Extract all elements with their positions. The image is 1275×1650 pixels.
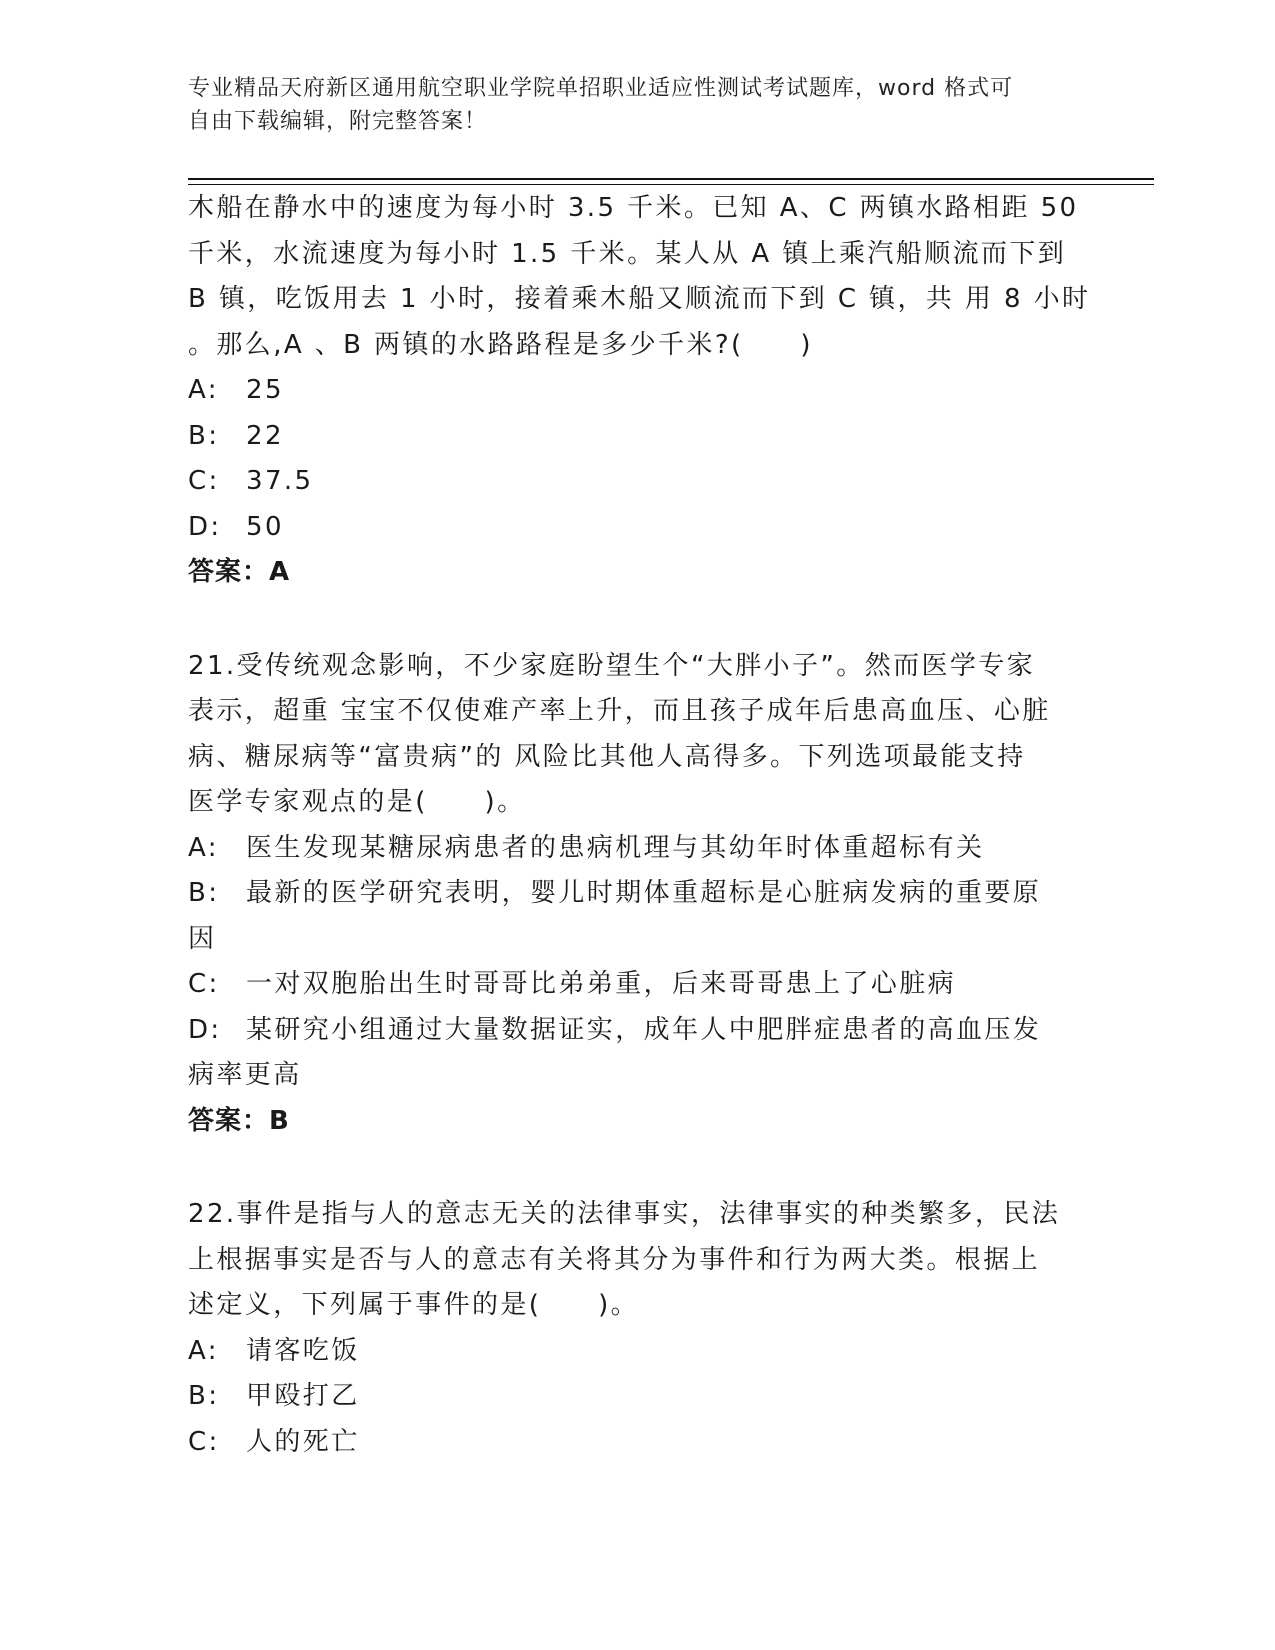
option-b <box>188 414 1088 460</box>
question-stem-line: 表示，超重 宝宝不仅使难产率上升，而且孩子成年后患高血压、心脏 <box>188 696 1051 726</box>
option-text: 医生发现某糖尿病患者的患病机理与其幼年时体重超标有关 <box>246 832 985 863</box>
option-key: A: <box>188 832 219 863</box>
option-a <box>188 368 1088 414</box>
question-20 <box>188 186 1091 596</box>
option-text: 甲殴打乙 <box>246 1381 360 1411</box>
option-text: 50 <box>246 511 284 542</box>
question-spacer <box>188 1144 1088 1192</box>
question-21 <box>188 644 1088 1145</box>
option-c <box>188 962 1088 1008</box>
answer-line: 答案：B <box>188 1105 290 1136</box>
option-c <box>188 1420 1088 1466</box>
answer-line: 答案：A <box>188 557 291 587</box>
header-line-2: 自由下载编辑，附完整答案！ <box>188 109 488 134</box>
option-b-continuation: 因 <box>188 923 217 954</box>
option-text: 请客吃饭 <box>246 1335 360 1366</box>
option-b <box>188 871 1088 917</box>
question-stem-line: 。那么,A 、B 两镇的水路路程是多少千米?( ) <box>188 329 813 360</box>
question-22 <box>188 1192 1088 1465</box>
question-content <box>188 186 1091 1465</box>
header-divider-thick <box>188 178 1154 180</box>
option-a <box>188 826 1088 872</box>
option-b <box>188 1374 1088 1420</box>
option-key: B: <box>188 1381 220 1411</box>
option-key: A: <box>188 1335 219 1366</box>
option-d <box>188 1008 1088 1054</box>
page-header <box>188 72 1078 138</box>
header-line-1: 专业精品天府新区通用航空职业学院单招职业适应性测试考试题库，word 格式可 <box>188 76 1014 101</box>
question-stem-line: 医学专家观点的是( )。 <box>188 787 526 817</box>
option-key: C: <box>188 969 220 999</box>
option-key: D: <box>188 511 222 542</box>
option-text: 37.5 <box>246 466 314 496</box>
question-stem-line: 千米，水流速度为每小时 1.5 千米。某人从 A 镇上乘汽船顺流而下到 <box>188 238 1067 269</box>
option-d <box>188 505 1088 551</box>
question-stem-line: 木船在静水中的速度为每小时 3.5 千米。已知 A、C 两镇水路相距 50 <box>188 193 1079 223</box>
option-text: 最新的医学研究表明，婴儿时期体重超标是心脏病发病的重要原 <box>246 878 1042 908</box>
option-a <box>188 1329 1088 1375</box>
option-key: D: <box>188 1014 222 1045</box>
option-text: 人的死亡 <box>246 1426 360 1457</box>
option-text: 25 <box>246 375 284 405</box>
option-key: A: <box>188 375 219 405</box>
option-key: B: <box>188 420 220 451</box>
question-stem-line: B 镇，吃饭用去 1 小时，接着乘木船又顺流而下到 C 镇，共 用 8 小时 <box>188 284 1091 314</box>
option-key: C: <box>188 466 220 496</box>
option-d-continuation: 病率更高 <box>188 1060 302 1090</box>
question-stem-line: 病、糖尿病等“富贵病”的 风险比其他人高得多。下列选项最能支持 <box>188 741 1026 772</box>
option-key: B: <box>188 878 220 908</box>
question-stem-line: 21.受传统观念影响，不少家庭盼望生个“大胖小子”。然而医学专家 <box>188 650 1036 681</box>
option-text: 某研究小组通过大量数据证实，成年人中肥胖症患者的高血压发 <box>246 1014 1042 1045</box>
question-stem-line: 述定义，下列属于事件的是( )。 <box>188 1290 640 1320</box>
question-stem-line: 22.事件是指与人的意志无关的法律事实，法律事实的种类繁多，民法 <box>188 1199 1061 1229</box>
option-key: C: <box>188 1426 220 1457</box>
question-spacer <box>188 596 1088 644</box>
option-c <box>188 459 1088 505</box>
option-text: 一对双胞胎出生时哥哥比弟弟重，后来哥哥患上了心脏病 <box>246 969 957 999</box>
question-stem-line: 上根据事实是否与人的意志有关将其分为事件和行为两大类。根据上 <box>188 1244 1041 1275</box>
option-text: 22 <box>246 420 284 451</box>
header-divider-thin <box>188 184 1154 185</box>
